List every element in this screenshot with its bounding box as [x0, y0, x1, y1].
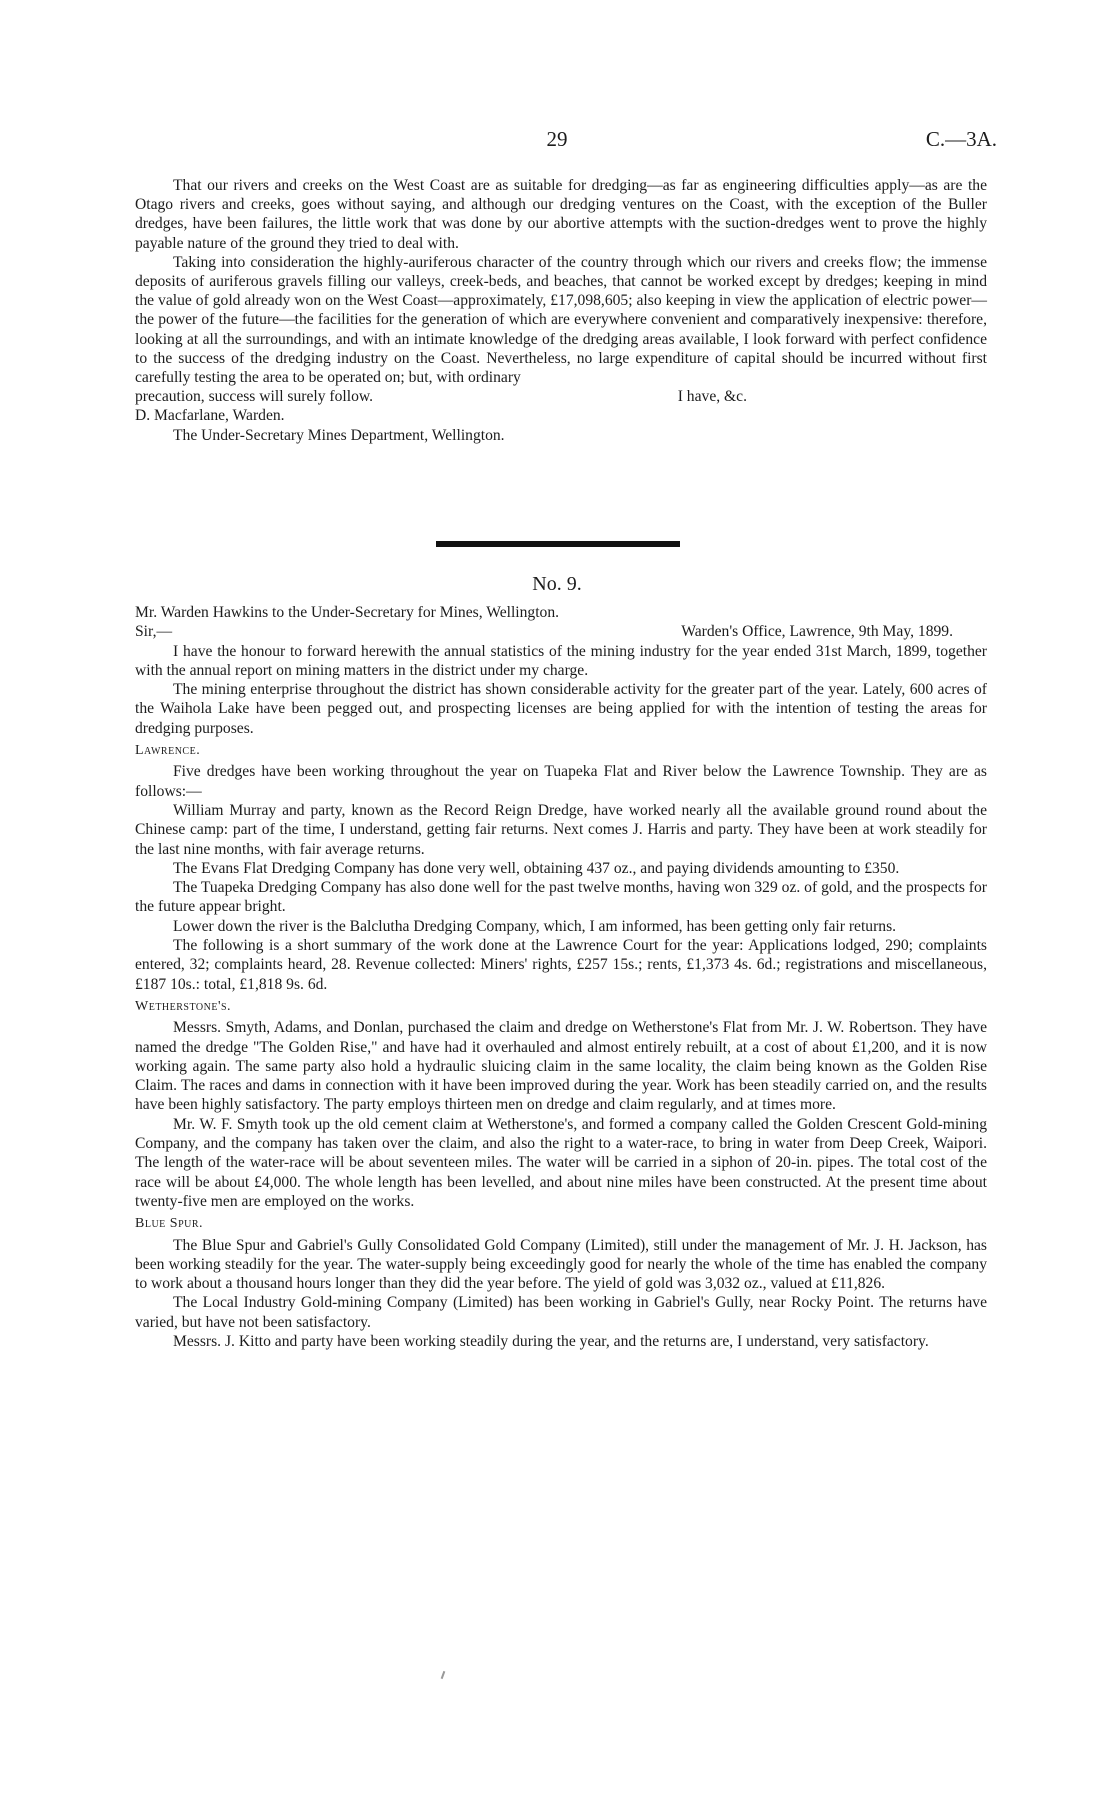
paragraph: Five dredges have been working throughout the year on Tuapeka Flat and River below the Lawrence Township. They are as follows:— [135, 763, 987, 800]
closing-formula: I have, &c. [677, 388, 747, 406]
document-reference: C.—3A. [925, 127, 997, 151]
section-divider [436, 541, 680, 547]
paragraph: Lower down the river is the Balclutha Dredging Company, which, I am informed, has been getting only fair returns. [173, 917, 897, 935]
paragraph: That our rivers and creeks on the West Coast are as suitable for dredging—as far as engineering difficulties apply—as are the Otago rivers and creeks, goes without saying, and although our dredging ventures on the Coast, with the exception of the Buller dredges, have been failures, the little work that was done by our abortive attempts with the suction-dredges went to prove the highly payable nature of the ground they tried to deal with. [135, 177, 987, 252]
section-heading: Blue Spur. [135, 1216, 204, 1232]
addressee: The Under-Secretary Mines Department, Wellington. [173, 426, 505, 444]
signature: D. Macfarlane, Warden. [135, 407, 285, 425]
paragraph: The mining enterprise throughout the district has shown considerable activity for the greater part of the year. Lately, 600 acres of the Waihola Lake have been pegged out, and prospecting licenses are being applied for with the intention of testing the areas for dredging purposes. [135, 681, 987, 737]
paragraph: The Blue Spur and Gabriel's Gully Consolidated Gold Company (Limited), still under the management of Mr. J. H. Jackson, has been working steadily for the year. The water-supply being exceedingly good for nearly the whole of the time has enabled the company to work about a thousand hours longer than they did the year before. The yield of gold was 3,032 oz., valued at £11,826. [135, 1236, 987, 1293]
letter-hawkins [135, 603, 987, 1351]
paragraph: I have the honour to forward herewith the annual statistics of the mining industry for the year ended 31st March, 1899, together with the annual report on mining matters in the district under my charge. [135, 642, 987, 679]
paragraph: Messrs. J. Kitto and party have been working steadily during the year, and the returns are, I understand, very satisfactory. [173, 1332, 929, 1350]
letter-macfarlane [135, 176, 987, 445]
salutation: Sir,— [135, 623, 173, 641]
closing-text: precaution, success will surely follow. [135, 388, 374, 406]
paragraph: The Evans Flat Dredging Company has done very well, obtaining 437 oz., and paying dividends amounting to £350. [173, 859, 900, 877]
paragraph: The Tuapeka Dredging Company has also done well for the past twelve months, having won 329 oz. of gold, and the prospects for the future appear bright. [135, 879, 987, 916]
paragraph: Mr. W. F. Smyth took up the old cement claim at Wetherstone's, and formed a company called the Golden Crescent Gold-mining Company, and the company has taken over the claim, and also the right to a water-race, to bring in water from Deep Creek, Waipori. The length of the water-race will be about seventeen miles. The water will be carried in a siphon of 20-in. pipes. The total cost of the race will be about £4,000. The whole length has been levelled, and about nine miles have been constructed. At the present time about twenty-five men are employed on the works. [135, 1115, 987, 1210]
section-heading: Wetherstone's. [135, 998, 232, 1014]
page-number: 29 [546, 127, 568, 151]
scan-mark [441, 1671, 446, 1679]
salutation-row [135, 622, 987, 641]
paragraph: Taking into consideration the highly-auriferous character of the country through which our rivers and creeks flow; the immense deposits of auriferous gravels filling our valleys, creek-beds, and beaches, that cannot be worked except by dredges; keeping in mind the value of gold already won on the West Coast—approximately, £17,098,605; also keeping in view the application of electric power—the power of the future—the facilities for the generation of which are everywhere convenient and comparatively inexpensive: therefore, looking at all the surroundings, and with an intimate knowledge of the dredging areas available, I look forward with perfect confidence to the success of the dredging industry on the Coast. Nevertheless, no large expenditure of capital should be incurred without first carefully testing the area to be operated on; but, with ordinary [135, 253, 987, 387]
paragraph: William Murray and party, known as the Record Reign Dredge, have worked nearly all the available ground round about the Chinese camp: part of the time, I understand, getting fair returns. Next comes J. Harris and party. They have been at work steadily for the last nine months, with fair average returns. [135, 801, 987, 858]
closing-row [135, 387, 987, 406]
paragraph: The Local Industry Gold-mining Company (Limited) has been working in Gabriel's Gully, near Rocky Point. The returns have varied, but have not been satisfactory. [135, 1294, 987, 1331]
date-line: Warden's Office, Lawrence, 9th May, 1899. [681, 623, 953, 641]
letter-number: No. 9. [532, 573, 582, 595]
letter-title: Mr. Warden Hawkins to the Under-Secretary for Mines, Wellington. [135, 604, 560, 621]
paragraph: Messrs. Smyth, Adams, and Donlan, purchased the claim and dredge on Wetherstone's Flat from Mr. J. W. Robertson. They have named the dredge "The Golden Rise," and have had it overhauled and almost entirely rebuilt, at a cost of about £1,200, and it is now working again. The same party also hold a hydraulic sluicing claim in the same locality, the claim being known as the Golden Rise Claim. The races and dams in connection with it have been improved during the year. Work has been steadily carried on, and the results have been highly satisfactory. The party employs thirteen men on dredge and claim regularly, and at times more. [135, 1019, 987, 1114]
section-heading: Lawrence. [135, 743, 201, 759]
paragraph: The following is a short summary of the work done at the Lawrence Court for the year: Applications lodged, 290; complaints entered, 32; complaints heard, 28. Revenue collected: Miners' rights, £257 15s.; rents, £1,373 4s. 6d.; registrations and miscellaneous, £187 10s.: total, £1,818 9s. 6d. [135, 937, 987, 993]
